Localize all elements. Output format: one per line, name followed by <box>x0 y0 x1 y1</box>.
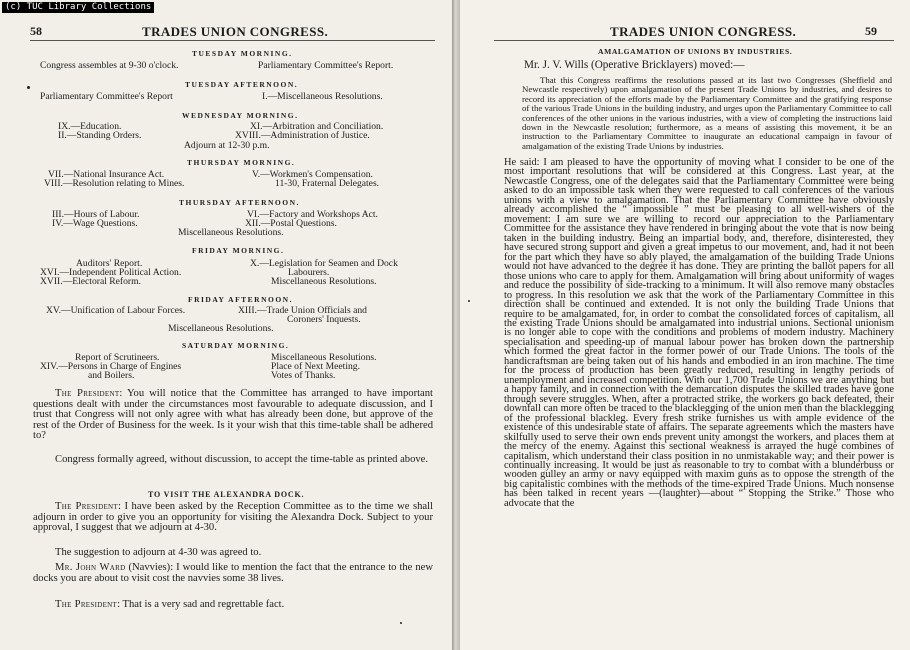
schedule-item: Auditors' Report. <box>76 258 143 269</box>
heading-friday-morning: FRIDAY MORNING. <box>192 246 285 255</box>
schedule-item: Parliamentary Committee's Report <box>40 91 173 102</box>
schedule-item: VIII.—Resolution relating to Mines. <box>44 178 185 189</box>
speech-text: (Navvies): I would like to mention the fact that the entrance to the new docks you are about to visit cost the navvies some 38 lives. <box>33 562 434 584</box>
president-sad-paragraph <box>33 600 433 611</box>
schedule-item: 11-30, Fraternal Delegates. <box>275 178 380 189</box>
book-gutter <box>452 0 460 650</box>
speaker-name: The President <box>55 599 118 610</box>
president-timetable-paragraph <box>33 389 433 442</box>
agreed-paragraph: Congress formally agreed, without discussion, to accept the time-table as printed above. <box>55 454 429 465</box>
schedule-item: XVI.—Independent Political Action. <box>40 267 182 278</box>
left-page <box>0 0 452 650</box>
heading-thursday-morning: THURSDAY MORNING. <box>187 158 296 167</box>
schedule-item: IX.—Education. <box>58 121 122 132</box>
schedule-item: XV.—Unification of Labour Forces. <box>46 305 186 316</box>
schedule-item: XIII.—Trade Union Officials and <box>238 305 367 316</box>
schedule-item: VI.—Factory and Workshops Act. <box>247 209 378 220</box>
schedule-item: XI.—Arbitration and Conciliation. <box>250 121 384 132</box>
heading-visit-dock: TO VISIT THE ALEXANDRA DOCK. <box>148 490 305 499</box>
schedule-adjourn: Adjourn at 12-30 p.m. <box>184 140 270 151</box>
speech-text: : I have been asked by the Reception Committee as to the time we shall adjourn in order to give you an opportunity for visiting the Alexandra Dock. Subject to your approval, I suggest that we adjourn at 4-30. <box>33 501 433 534</box>
schedule-item: Miscellaneous Resolutions. <box>271 352 377 363</box>
schedule-item: Report of Scrutineers. <box>75 352 160 363</box>
ward-paragraph <box>33 563 433 584</box>
schedule-item: Miscellaneous Resolutions. <box>168 323 274 334</box>
schedule-item: II.—Standing Orders. <box>58 130 142 141</box>
page-number-right: 59 <box>865 24 877 38</box>
schedule-item: Place of Next Meeting. <box>271 361 360 372</box>
schedule-item: VII.—National Insurance Act. <box>48 169 165 180</box>
library-watermark: (c) TUC Library Collections <box>2 2 154 13</box>
header-rule-left <box>30 40 435 41</box>
print-speck <box>27 86 30 89</box>
suggestion-paragraph: The suggestion to adjourn at 4-30 was agreed to. <box>55 547 262 558</box>
schedule-item: XII.—Postal Questions. <box>245 218 337 229</box>
schedule-item: and Boilers. <box>88 370 135 381</box>
speaker-name: The President <box>55 388 120 399</box>
speaker-name: The President <box>55 501 118 512</box>
heading-saturday-morning: SATURDAY MORNING. <box>182 341 290 350</box>
schedule-item: X.—Legislation for Seamen and Dock <box>250 258 398 269</box>
right-page <box>460 0 910 650</box>
resolution-motion: That this Congress reaffirms the resolutions passed at its last two Congresses (Sheffield and Newcastle respectively) upon amalgamation of the present Trade Unions by industries, and desires to record its appreciation of the efforts made by the Parliamentary Committee and the gratifying response of the various Trade Unions in the building industry, and urges upon the Parliamentary Committee to call conferences of the other unions in the various industries, with a view of completing the instructions laid down in the Newcastle resolution; furthermore, as a means of assisting this movement, it be an instruction to the Parliamentary Committee to inaugurate an educational campaign in favour of amalgamation of the existing Trade Unions by industries. <box>522 75 892 151</box>
schedule-item: Labourers. <box>288 267 330 278</box>
schedule-item: Parliamentary Committee's Report. <box>258 60 394 71</box>
heading-wednesday-morning: WEDNESDAY MORNING. <box>182 111 299 120</box>
schedule-item: Congress assembles at 9-30 o'clock. <box>40 60 179 71</box>
schedule-item: XIV.—Persons in Charge of Engines <box>40 361 182 372</box>
schedule-item: XVIII.—Administration of Justice. <box>235 130 370 141</box>
page-number-left: 58 <box>30 24 42 38</box>
print-speck <box>400 622 402 624</box>
header-rule-right <box>494 40 894 41</box>
schedule-item: Coroners' Inquests. <box>287 314 361 325</box>
heading-thursday-afternoon: THURSDAY AFTERNOON. <box>179 198 300 207</box>
speech-text: : You will notice that the Committee has arranged to have important questions dealt with under the circumstances most favourable to adequate discussion, and I trust that Congress will not only agree with what has already been done, but approve of the rest of the Order of Business for the week. Is it your wish that this time-table shall be adhered to? <box>33 388 433 442</box>
schedule-item: XVII.—Electoral Reform. <box>40 276 141 287</box>
heading-friday-afternoon: FRIDAY AFTERNOON. <box>188 295 293 304</box>
schedule-item: Miscellaneous Resolutions. <box>271 276 377 287</box>
heading-tuesday-morning: TUESDAY MORNING. <box>192 49 293 58</box>
schedule-item: Votes of Thanks. <box>271 370 336 381</box>
speaker-name: Mr. John Ward <box>55 562 126 573</box>
speech-text: : That is a very sad and regrettable fact. <box>117 599 285 610</box>
running-head-left: TRADES UNION CONGRESS. <box>142 24 329 39</box>
schedule-item: V.—Workmen's Compensation. <box>252 169 373 180</box>
president-dock-paragraph <box>33 502 433 534</box>
running-head-right: TRADES UNION CONGRESS. <box>610 24 797 39</box>
heading-tuesday-afternoon: TUESDAY AFTERNOON. <box>185 80 299 89</box>
schedule-item: I.—Miscellaneous Resolutions. <box>262 91 383 102</box>
mover-line: Mr. J. V. Wills (Operative Bricklayers) moved:— <box>524 59 745 71</box>
mover-speech: He said: I am pleased to have the opportunity of moving what I consider to be one of the most important resolutions that will be considered at this Congress. Last year, at the Newcastle Congress, one of the delegates said that the Parliamentary Committee were being asked to do an impossible task when they were requested to call conferences of the various unions with a view to amalgamation. That the Parliamentary Committee have obviously already accomplished the “ impossible ” must be pleasing to all well-wishers of the movement: I am sure we are willing to record our appreciation to the Parliamentary Committee for the assistance they have rendered in bringing about the vote that is now being taken in the building industry. Being an impartial body, and, therefore, disinterested, they have secured strong support and given a great impetus to our movement, and, had it not been for the part which they have so ably played, the amalgamation of the building Trade Unions would not have advanced to the degree it has done. They are printing the ballot papers for all those unions who care to apply for them. Amalgamation will bring about uniformity of wages and reduce the possibility of side-tracking to a minimum. It will also remove many obstacles to progress. In this resolution we ask that the work of the Parliamentary Committee in this direction shall be continued and extended. It is not only the building Trade Unions that require to be amalgamated, for, in order to combat the consolidated forces of capitalism, all the existing Trade Unions should be amalgamated into industrial unions. Sectional unionism is no longer able to cope with the conditions and problems of modern industry. Machinery specialisation and speeding-up of manual labour power has broken down the partnership which formed the great factor in the former power of our Trade Unions. The tools of the handicraftsman are being taken out of his hands and embodied in an iron machine. The time for the process of production has been greatly reduced, resulting in lengthy periods of unemployment and increased competition. With our 1,700 Trade Unions we are anything but a happy family, and in connection with the demarcation disputes the skilled trades have gone through severe struggles. When, after a protracted strike, the workers go back defeated, their downfall can more often be traced to the blacklegging of the union men than the blacklegging of the professional blackleg. Every fresh strike furnishes us with ample evidence of the existence of this undesirable state of affairs. The separate agreements which the masters have skilfully used to serve their own ends prevent unity amongst the workers, and places them at the mercy of the enemy. Against this sectional weakness is arrayed the huge combines of capitalism, which understand their class position in no unmistakable way; and their power is continually increasing. It would be just as reasonable to try to combat with a blunderbuss or wooden gulley an army or navy equipped with maxim guns as to oppose the strength of the big capitalistic combines with the methods of the time-expired Trade Unions. Much nonsense has been talked in recent years —(laughter)—about “ Stopping the Strike.” Those who advocate that the <box>504 157 894 509</box>
schedule-item: III.—Hours of Labour. <box>52 209 140 220</box>
schedule-item: IV.—Wage Questions. <box>52 218 138 229</box>
print-speck <box>468 300 470 302</box>
section-heading: AMALGAMATION OF UNIONS BY INDUSTRIES. <box>598 47 793 56</box>
schedule-item: Miscellaneous Resolutions. <box>178 227 284 238</box>
